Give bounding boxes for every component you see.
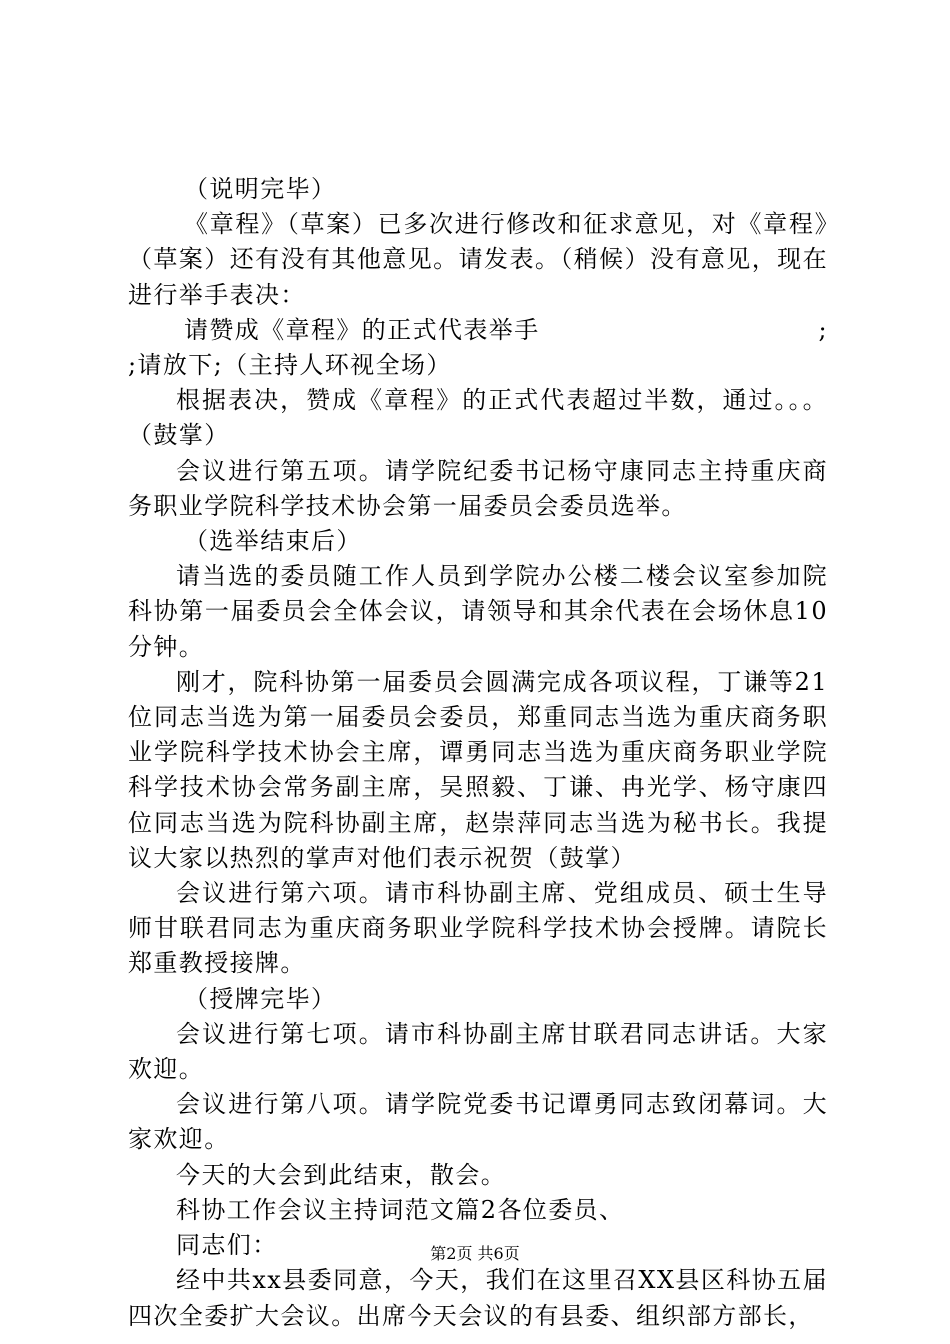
paragraph-item-six: 会议进行第六项。请市科协副主席、党组成员、硕士生导师甘联君同志为重庆商务职业学院科学技术协会授牌。请院长郑重教授接牌。 (128, 879, 828, 978)
paragraph-plaque-done: （授牌完毕） (184, 984, 337, 1013)
paragraph-opening-statement: 经中共xx县委同意，今天，我们在这里召XX县区科协五届四次全委扩大会议。出席今天会议的有县委、组织部方部长， (128, 1266, 828, 1330)
page-footer: 第2页 共6页 (430, 1244, 520, 1263)
paragraph-after-election: （选举结束后） (184, 527, 362, 556)
paragraph-elected-members: 请当选的委员随工作人员到学院办公楼二楼会议室参加院科协第一届委员会全体会议，请领导和其余代表在会场休息10分钟。 (128, 562, 828, 661)
vote-line-end: ; (818, 315, 828, 344)
vote-line-text: 请赞成《章程》的正式代表举手 (184, 315, 540, 344)
paragraph-item-eight: 会议进行第八项。请学院党委书记谭勇同志致闭幕词。大家欢迎。 (128, 1090, 828, 1154)
document-body (128, 172, 828, 1334)
paragraph-vote-result: 根据表决，赞成《章程》的正式代表超过半数，通过。。。（鼓掌） (128, 386, 828, 450)
paragraph-item-seven: 会议进行第七项。请市科协副主席甘联君同志讲话。大家欢迎。 (128, 1019, 828, 1084)
paragraph-template-title: 科协工作会议主持词范文篇2各位委员、 (176, 1195, 625, 1224)
paragraph-put-down-hands: ;请放下;（主持人环视全场） (128, 351, 452, 380)
paragraph-vote-raise-hand (128, 313, 828, 348)
paragraph-meeting-end: 今天的大会到此结束，散会。 (176, 1160, 507, 1189)
paragraph-item-five: 会议进行第五项。请学院纪委书记杨守康同志主持重庆商务职业学院科学技术协会第一届委员会委员选举。 (128, 456, 828, 520)
paragraph-election-results: 刚才，院科协第一届委员会圆满完成各项议程，丁谦等21位同志当选为第一届委员会委员，郑重同志当选为重庆商务职业学院科学技术协会主席，谭勇同志当选为重庆商务职业学院科学技术协会常务副主席，吴照毅、丁谦、冉光学、杨守康四位同志当选为院科协副主席，赵崇萍同志当选为秘书长。我提议大家以热烈的掌声对他们表示祝贺（鼓掌） (128, 667, 828, 872)
paragraph-comrades: 同志们： (176, 1231, 278, 1260)
paragraph-explanation-done: （说明完毕） (184, 175, 337, 203)
paragraph-charter-opinion: 《章程》（草案）已多次进行修改和征求意见，对《章程》（草案）还有没有其他意见。请发表。（稍候）没有意见，现在进行举手表决： (128, 210, 828, 309)
